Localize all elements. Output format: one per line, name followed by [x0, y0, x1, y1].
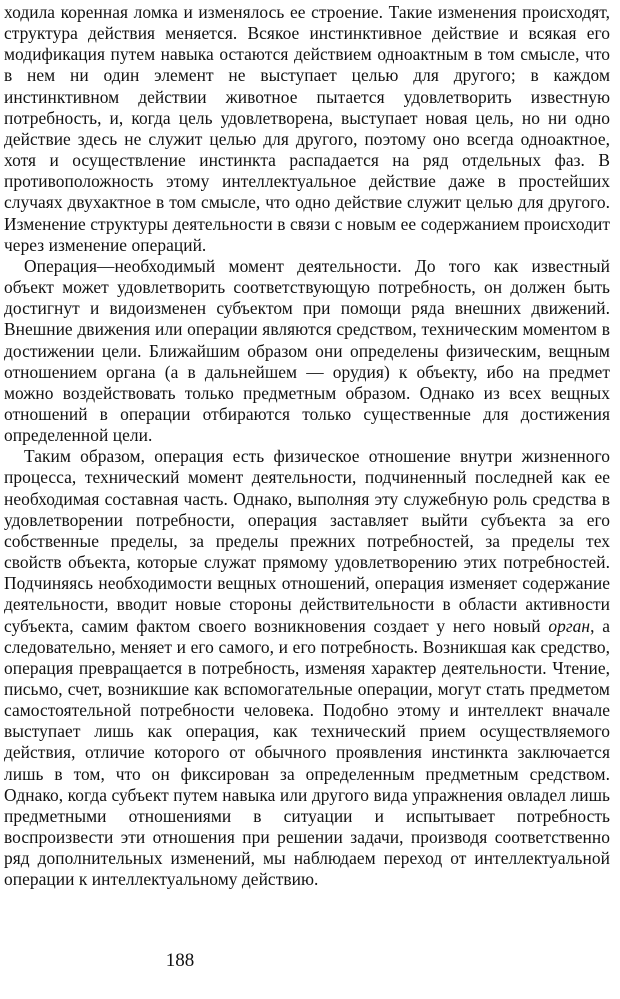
italic-term: орган — [548, 615, 591, 636]
text-run: ходила коренная ломка и изменялось ее строение. Такие изменения происходят, структура действия меняется. Всякое инстинктивное действие и всякая его модификация путем навыка остаются действием одноактным в том смысле, что в нем ни один элемент не выступает целью для другого; в каждом инстинктивном действии животное пытается удовлетворить известную потребность, и, когда цель удовлетворена, выступает новая цель, но ни одно действие здесь не служит целью для другого, поэтому оно всегда одноактное, хотя и осуществление инстинкта распадается на ряд отдельных фаз. В противоположность этому интеллектуальное действие даже в простейших случаях двухактное в том смысле, что одно действие служит целью для другого. Изменение структуры деятельности в связи с новым ее содержанием происходит через изменение операций. — [4, 2, 610, 255]
page-number: 188 — [165, 950, 195, 971]
body-text — [4, 2, 610, 891]
paragraph — [4, 2, 610, 256]
paragraph — [4, 256, 610, 446]
text-run: Таким образом, операция есть физическое отношение внутри жизненного процесса, технический момент деятельности, подчиненный последней как ее необходимая составная часть. Однако, выполняя эту служебную роль средства в удовлетворении потребности, операция заставляет выйти субъекта за его собственные пределы, за пределы прежних потребностей, за пределы тех свойств объекта, которые служат прямому удовлетворению этих потребностей. Подчиняясь необходимости вещных отношений, операция изменяет содержание деятельности, вводит новые стороны действительности в области активности субъекта, самим фактом своего возникновения создает у него новый — [4, 446, 610, 636]
paragraph — [4, 446, 610, 890]
text-run: Операция—необходимый момент деятельности. До того как известный объект может удовлетворить соответствующую потребность, он должен быть достигнут и видоизменен субъектом при помощи ряда внешних движений. Внешние движения или операции являются средством, техническим моментом в достижении цели. Ближайшим образом они определены физическим, вещным отношением органа (а в дальнейшем — орудия) к объекту, ибо на предмет можно воздействовать только предметным образом. Однако из всех вещных отношений в операции отбираются только существенные для достижения определенной цели. — [4, 255, 610, 446]
text-run: , а следовательно, меняет и его самого, и его потребность. Возникшая как средство, операция превращается в потребность, изменяя характер деятельности. Чтение, письмо, счет, возникшие как вспомогательные операции, могут стать предметом самостоятельной потребности человека. Подобно этому и интеллект вначале выступает лишь как операция, как технический прием осуществляемого действия, отличие которого от обычного проявления инстинкта заключается лишь в том, что он фиксирован за определенным предметным средством. Однако, когда субъект путем навыка или другого вида упражнения овладел лишь предметными отношениями в ситуации и испытывает потребность воспроизвести эти отношения при решении задачи, производя соответственно ряд дополнительных изменений, мы наблюдаем переход от интеллектуальной операции к интеллектуальному действию. — [4, 615, 610, 890]
